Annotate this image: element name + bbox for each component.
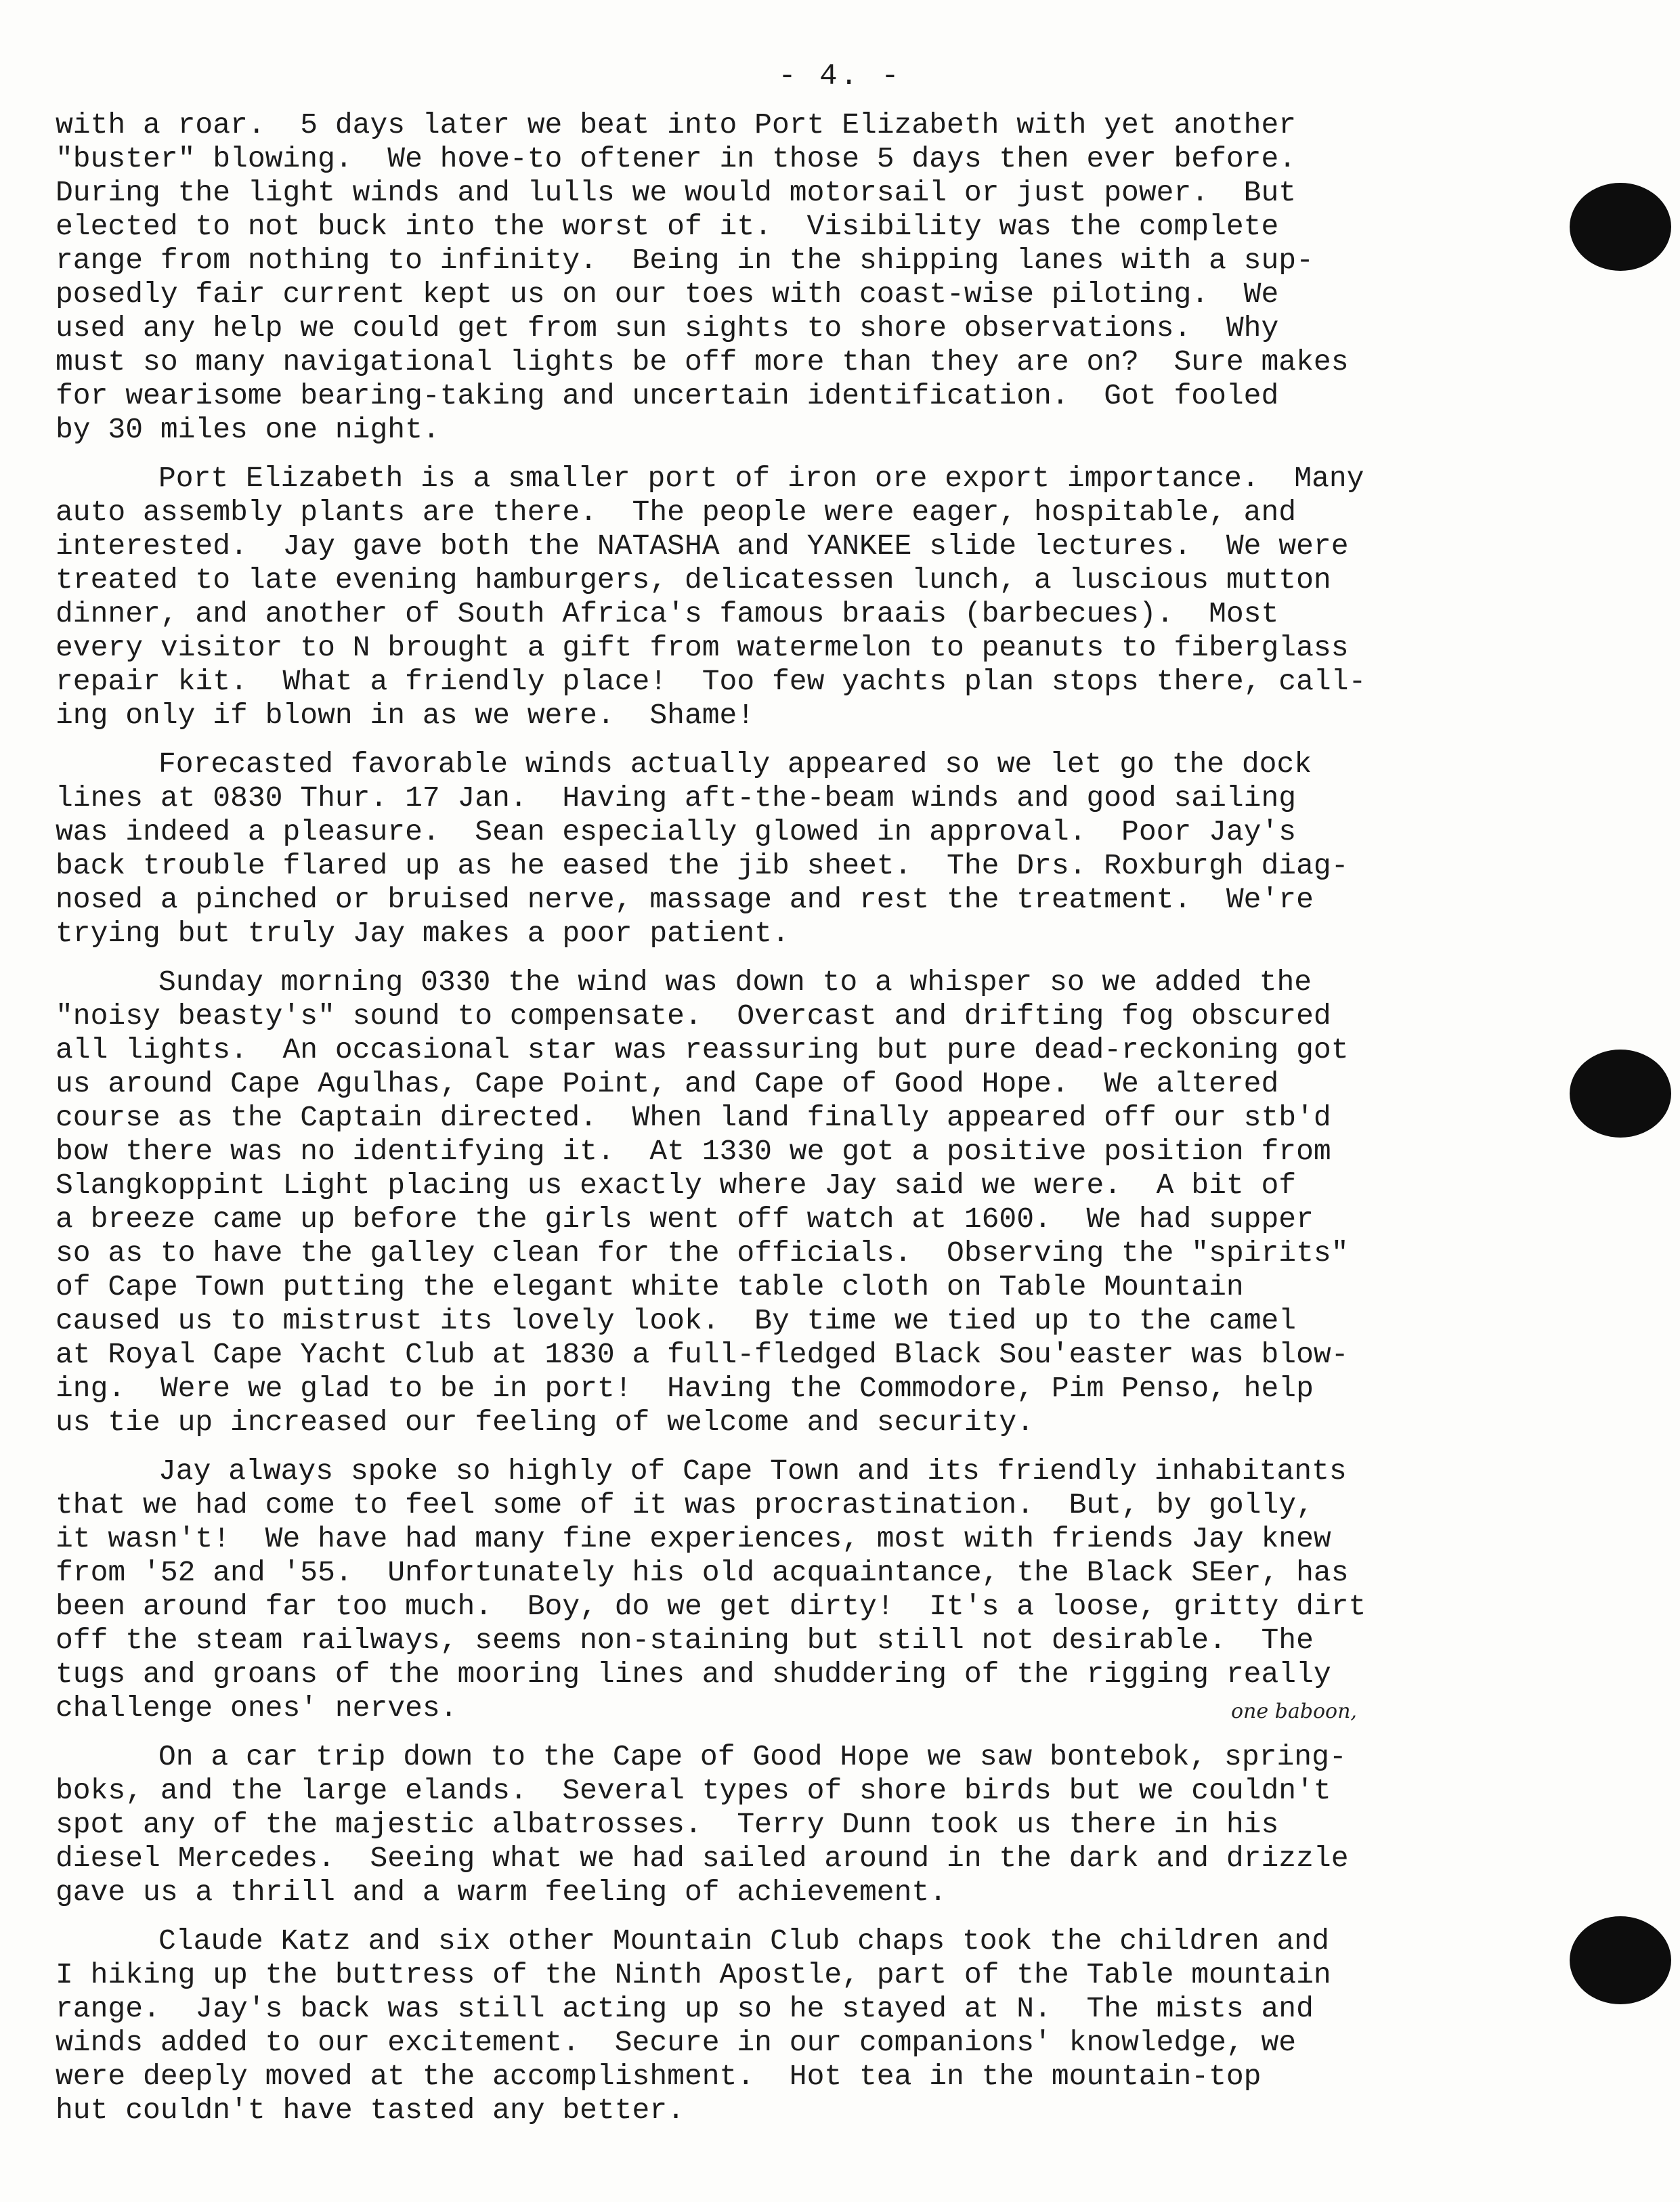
paragraph-7	[56, 1924, 1613, 2128]
text-line: "buster" blowing. We hove-to oftener in those 5 days then ever before.	[56, 142, 1297, 175]
text-line: nosed a pinched or bruised nerve, massage and rest the treatment. We're	[56, 883, 1314, 916]
text-line: Jay always spoke so highly of Cape Town and its friendly inhabitants	[158, 1454, 1347, 1488]
paragraph-4	[56, 966, 1613, 1440]
text-line: course as the Captain directed. When land finally appeared off our stb'd	[56, 1101, 1331, 1134]
text-line: ing. Were we glad to be in port! Having the Commodore, Pim Penso, help	[56, 1372, 1314, 1405]
paragraph-3	[56, 748, 1613, 951]
text-line: range from nothing to infinity. Being in the shipping lanes with a sup-	[56, 244, 1314, 277]
text-line: of Cape Town putting the elegant white table cloth on Table Mountain	[56, 1270, 1244, 1303]
text-line: range. Jay's back was still acting up so he stayed at N. The mists and	[56, 1992, 1314, 2025]
text-line: back trouble flared up as he eased the jib sheet. The Drs. Roxburgh diag-	[56, 849, 1349, 882]
text-line: elected to not buck into the worst of it. Visibility was the complete	[56, 210, 1279, 243]
text-line: treated to late evening hamburgers, delicatessen lunch, a luscious mutton	[56, 563, 1331, 597]
text-line: every visitor to N brought a gift from watermelon to peanuts to fiberglass	[56, 631, 1349, 664]
page-number: - 4. -	[778, 60, 902, 93]
handwritten-annotation: one baboon,	[1231, 1700, 1357, 1723]
text-line: Port Elizabeth is a smaller port of iron ore export importance. Many	[158, 462, 1364, 495]
text-line: Slangkoppint Light placing us exactly where Jay said we were. A bit of	[56, 1169, 1297, 1202]
text-line: lines at 0830 Thur. 17 Jan. Having aft-the-beam winds and good sailing	[56, 781, 1297, 815]
text-line: spot any of the majestic albatrosses. Terry Dunn took us there in his	[56, 1808, 1279, 1841]
text-line: it wasn't! We have had many fine experiences, most with friends Jay knew	[56, 1522, 1331, 1555]
text-line: trying but truly Jay makes a poor patient.	[56, 917, 790, 950]
text-line: must so many navigational lights be off more than they are on? Sure makes	[56, 345, 1349, 379]
text-line: diesel Mercedes. Seeing what we had sailed around in the dark and drizzle	[56, 1842, 1349, 1875]
text-line: tugs and groans of the mooring lines and shuddering of the rigging really	[56, 1658, 1331, 1691]
text-line: a breeze came up before the girls went off watch at 1600. We had supper	[56, 1203, 1314, 1236]
text-line: Sunday morning 0330 the wind was down to a whisper so we added the	[158, 966, 1312, 999]
text-line: from '52 and '55. Unfortunately his old acquaintance, the Black SEer, has	[56, 1556, 1349, 1589]
text-line: with a roar. 5 days later we beat into Port Elizabeth with yet another	[56, 108, 1297, 142]
text-line: winds added to our excitement. Secure in our companions' knowledge, we	[56, 2026, 1297, 2059]
text-line: During the light winds and lulls we would motorsail or just power. But	[56, 176, 1297, 209]
text-line: bow there was no identifying it. At 1330 we got a positive position from	[56, 1135, 1331, 1168]
text-line: at Royal Cape Yacht Club at 1830 a full-fledged Black Sou'easter was blow-	[56, 1338, 1349, 1371]
text-line: were deeply moved at the accomplishment. Hot tea in the mountain-top	[56, 2060, 1262, 2093]
text-line: that we had come to feel some of it was procrastination. But, by golly,	[56, 1488, 1314, 1521]
punch-hole	[1570, 1050, 1671, 1138]
text-line: I hiking up the buttress of the Ninth Apostle, part of the Table mountain	[56, 1958, 1331, 1991]
text-line: ing only if blown in as we were. Shame!	[56, 699, 755, 732]
text-line: was indeed a pleasure. Sean especially glowed in approval. Poor Jay's	[56, 815, 1297, 848]
text-line: interested. Jay gave both the NATASHA and YANKEE slide lectures. We were	[56, 530, 1349, 563]
text-line: repair kit. What a friendly place! Too few yachts plan stops there, call-	[56, 665, 1366, 698]
text-line: hut couldn't have tasted any better.	[56, 2094, 685, 2127]
text-line: Claude Katz and six other Mountain Club chaps took the children and	[158, 1924, 1329, 1958]
text-line: auto assembly plants are there. The people were eager, hospitable, and	[56, 496, 1297, 529]
paragraph-1	[56, 108, 1613, 447]
text-line: On a car trip down to the Cape of Good Hope we saw bontebok, spring-	[158, 1740, 1347, 1773]
text-line: been around far too much. Boy, do we get dirty! It's a loose, gritty dirt	[56, 1590, 1366, 1623]
text-line: "noisy beasty's" sound to compensate. Overcast and drifting fog obscured	[56, 999, 1331, 1033]
text-line: so as to have the galley clean for the officials. Observing the "spirits"	[56, 1236, 1349, 1270]
paragraph-6	[56, 1740, 1613, 1909]
text-line: by 30 miles one night.	[56, 413, 440, 446]
text-line: boks, and the large elands. Several types of shore birds but we couldn't	[56, 1774, 1331, 1807]
punch-hole	[1570, 183, 1671, 271]
text-line: dinner, and another of South Africa's famous braais (barbecues). Most	[56, 597, 1279, 630]
punch-hole	[1570, 1916, 1671, 2004]
paragraph-5	[56, 1454, 1613, 1725]
text-line: us around Cape Agulhas, Cape Point, and Cape of Good Hope. We altered	[56, 1067, 1279, 1100]
paragraph-2	[56, 462, 1613, 733]
text-line: posedly fair current kept us on our toes with coast-wise piloting. We	[56, 278, 1279, 311]
letter-body	[56, 108, 1613, 2142]
text-line: all lights. An occasional star was reassuring but pure dead-reckoning got	[56, 1033, 1349, 1066]
text-line: for wearisome bearing-taking and uncertain identification. Got fooled	[56, 379, 1279, 412]
text-line: gave us a thrill and a warm feeling of achievement.	[56, 1876, 947, 1909]
text-line: Forecasted favorable winds actually appeared so we let go the dock	[158, 748, 1312, 781]
text-line: us tie up increased our feeling of welcome and security.	[56, 1406, 1035, 1439]
text-line: off the steam railways, seems non-staining but still not desirable. The	[56, 1624, 1314, 1657]
text-line: challenge ones' nerves.	[56, 1691, 458, 1725]
text-line: used any help we could get from sun sights to shore observations. Why	[56, 311, 1279, 345]
text-line: caused us to mistrust its lovely look. By time we tied up to the camel	[56, 1304, 1297, 1337]
